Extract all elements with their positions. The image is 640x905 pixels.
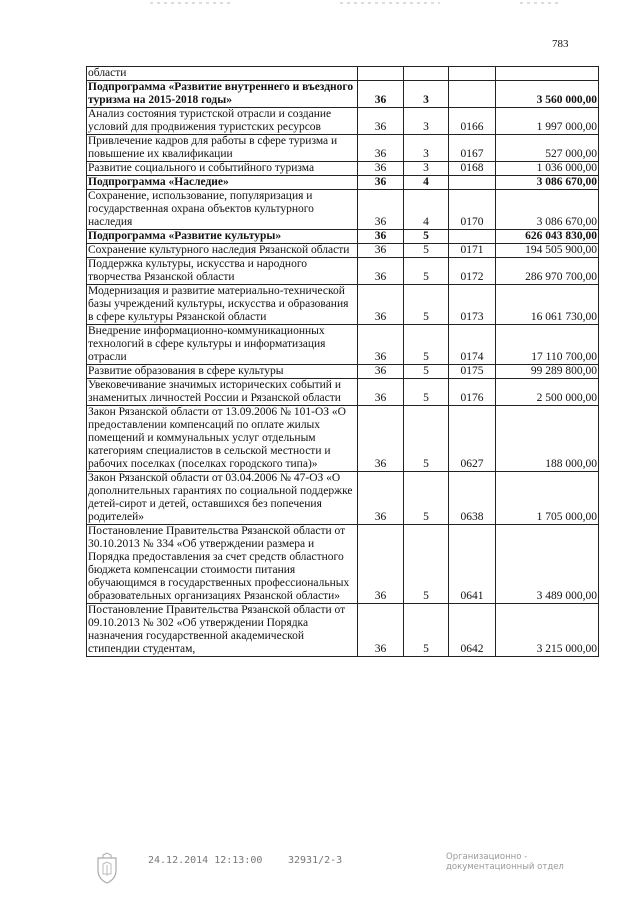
table-row bbox=[87, 406, 599, 472]
row-amount: 2 500 000,00 bbox=[496, 379, 599, 406]
row-code-subprogram: 5 bbox=[404, 285, 449, 325]
table-row bbox=[87, 244, 599, 258]
row-code-ministry: 36 bbox=[358, 176, 404, 190]
row-code-subprogram: 5 bbox=[404, 365, 449, 379]
table-row bbox=[87, 162, 599, 176]
row-code-ministry: 36 bbox=[358, 325, 404, 365]
row-amount: 527 000,00 bbox=[496, 135, 599, 162]
row-code-ministry: 36 bbox=[358, 525, 404, 604]
row-code-ministry: 36 bbox=[358, 108, 404, 135]
row-name: Внедрение информационно-коммуникационных технологий в сфере культуры и информатизация отрасли bbox=[87, 325, 358, 365]
row-code-subprogram: 5 bbox=[404, 406, 449, 472]
row-code-measure bbox=[449, 230, 496, 244]
subprogram-total-row bbox=[87, 176, 599, 190]
row-name: области bbox=[87, 67, 358, 81]
footer-document-id: 32931/2-3 bbox=[288, 855, 343, 866]
row-name: Подпрограмма «Развитие внутреннего и въездного туризма на 2015-2018 годы» bbox=[87, 81, 358, 108]
row-code-measure: 0167 bbox=[449, 135, 496, 162]
table-row bbox=[87, 525, 599, 604]
row-code-subprogram: 3 bbox=[404, 81, 449, 108]
row-amount: 3 086 670,00 bbox=[496, 176, 599, 190]
row-code-measure: 0168 bbox=[449, 162, 496, 176]
row-name: Подпрограмма «Развитие культуры» bbox=[87, 230, 358, 244]
row-code-measure: 0175 bbox=[449, 365, 496, 379]
row-code-subprogram: 5 bbox=[404, 525, 449, 604]
row-amount bbox=[496, 67, 599, 81]
row-code-subprogram: 5 bbox=[404, 230, 449, 244]
row-code-ministry: 36 bbox=[358, 162, 404, 176]
row-amount: 3 086 670,00 bbox=[496, 190, 599, 230]
row-code-subprogram: 5 bbox=[404, 604, 449, 657]
footer-department-stamp bbox=[446, 852, 566, 872]
row-amount: 16 061 730,00 bbox=[496, 285, 599, 325]
row-code-ministry: 36 bbox=[358, 406, 404, 472]
row-code-subprogram: 4 bbox=[404, 190, 449, 230]
table-row bbox=[87, 258, 599, 285]
row-code-subprogram: 3 bbox=[404, 162, 449, 176]
row-code-measure: 0638 bbox=[449, 472, 496, 525]
row-name: Постановление Правительства Рязанской области от 30.10.2013 № 334 «Об утверждении размера и Порядка предоставления за счет средств областного бюджета компенсации стоимости питания обучающимся в государственных профессиональных образовательных организациях Рязанской области» bbox=[87, 525, 358, 604]
row-code-subprogram: 5 bbox=[404, 258, 449, 285]
row-code-ministry: 36 bbox=[358, 365, 404, 379]
row-code-subprogram: 4 bbox=[404, 176, 449, 190]
row-name: Подпрограмма «Наследие» bbox=[87, 176, 358, 190]
row-code-measure bbox=[449, 81, 496, 108]
row-name: Закон Рязанской области от 03.04.2006 № 47-ОЗ «О дополнительных гарантиях по социальной поддержке детей-сирот и детей, оставшихся без попечения родителей» bbox=[87, 472, 358, 525]
row-code-measure: 0173 bbox=[449, 285, 496, 325]
row-amount: 286 970 700,00 bbox=[496, 258, 599, 285]
row-amount: 1 705 000,00 bbox=[496, 472, 599, 525]
table-row bbox=[87, 365, 599, 379]
row-amount: 17 110 700,00 bbox=[496, 325, 599, 365]
row-name: Сохранение культурного наследия Рязанской области bbox=[87, 244, 358, 258]
page-number: 783 bbox=[552, 38, 569, 50]
row-amount: 194 505 900,00 bbox=[496, 244, 599, 258]
table-row bbox=[87, 67, 599, 81]
row-code-measure: 0176 bbox=[449, 379, 496, 406]
row-code-measure: 0166 bbox=[449, 108, 496, 135]
table-row bbox=[87, 379, 599, 406]
row-code-subprogram: 3 bbox=[404, 108, 449, 135]
row-code-measure: 0172 bbox=[449, 258, 496, 285]
row-name: Сохранение, использование, популяризация и государственная охрана объектов культурного наследия bbox=[87, 190, 358, 230]
footer-department-line-1: Организационно - bbox=[446, 852, 528, 862]
row-name: Анализ состояния туристской отрасли и создание условий для продвижения туристских ресурсов bbox=[87, 108, 358, 135]
subprogram-total-row bbox=[87, 230, 599, 244]
row-code-measure: 0642 bbox=[449, 604, 496, 657]
row-code-ministry: 36 bbox=[358, 258, 404, 285]
row-code-subprogram: 5 bbox=[404, 379, 449, 406]
row-code-ministry: 36 bbox=[358, 244, 404, 258]
row-code-ministry: 36 bbox=[358, 472, 404, 525]
row-amount: 626 043 830,00 bbox=[496, 230, 599, 244]
budget-table-body bbox=[87, 67, 599, 657]
table-row bbox=[87, 472, 599, 525]
row-code-subprogram bbox=[404, 67, 449, 81]
row-name: Модернизация и развитие материально-технической базы учреждений культуры, искусства и образования в сфере культуры Рязанской области bbox=[87, 285, 358, 325]
row-code-ministry: 36 bbox=[358, 285, 404, 325]
table-row bbox=[87, 604, 599, 657]
budget-table bbox=[86, 66, 599, 657]
row-code-ministry: 36 bbox=[358, 230, 404, 244]
coat-of-arms-icon bbox=[94, 852, 120, 884]
footer-timestamp: 24.12.2014 12:13:00 bbox=[148, 855, 263, 866]
table-row bbox=[87, 190, 599, 230]
row-amount: 3 489 000,00 bbox=[496, 525, 599, 604]
row-amount: 99 289 800,00 bbox=[496, 365, 599, 379]
row-code-measure: 0627 bbox=[449, 406, 496, 472]
row-code-subprogram: 5 bbox=[404, 244, 449, 258]
row-name: Развитие социального и событийного туризма bbox=[87, 162, 358, 176]
table-row bbox=[87, 325, 599, 365]
row-name: Постановление Правительства Рязанской области от 09.10.2013 № 302 «Об утверждении Порядка назначения государственной академической стипендии студентам, bbox=[87, 604, 358, 657]
row-code-measure: 0174 bbox=[449, 325, 496, 365]
row-code-ministry: 36 bbox=[358, 190, 404, 230]
table-row bbox=[87, 108, 599, 135]
row-code-ministry: 36 bbox=[358, 604, 404, 657]
row-code-subprogram: 5 bbox=[404, 472, 449, 525]
row-amount: 1 036 000,00 bbox=[496, 162, 599, 176]
row-name: Поддержка культуры, искусства и народного творчества Рязанской области bbox=[87, 258, 358, 285]
row-code-ministry: 36 bbox=[358, 379, 404, 406]
row-code-ministry: 36 bbox=[358, 81, 404, 108]
footer-department-line-2: документационный отдел bbox=[446, 862, 564, 872]
row-amount: 188 000,00 bbox=[496, 406, 599, 472]
scan-top-edge-marks bbox=[0, 0, 640, 8]
row-code-subprogram: 3 bbox=[404, 135, 449, 162]
row-code-measure: 0170 bbox=[449, 190, 496, 230]
row-code-ministry: 36 bbox=[358, 135, 404, 162]
subprogram-total-row bbox=[87, 81, 599, 108]
row-code-ministry bbox=[358, 67, 404, 81]
row-code-measure bbox=[449, 67, 496, 81]
row-amount: 1 997 000,00 bbox=[496, 108, 599, 135]
table-row bbox=[87, 285, 599, 325]
row-code-subprogram: 5 bbox=[404, 325, 449, 365]
row-code-measure: 0171 bbox=[449, 244, 496, 258]
table-row bbox=[87, 135, 599, 162]
row-amount: 3 215 000,00 bbox=[496, 604, 599, 657]
row-name: Развитие образования в сфере культуры bbox=[87, 365, 358, 379]
row-name: Закон Рязанской области от 13.09.2006 № 101-ОЗ «О предоставлении компенсаций по оплате жилых помещений и коммунальных услуг отдельным категориям специалистов в сельской местности и рабочих поселках (поселках городского типа)» bbox=[87, 406, 358, 472]
row-code-measure: 0641 bbox=[449, 525, 496, 604]
row-amount: 3 560 000,00 bbox=[496, 81, 599, 108]
row-code-measure bbox=[449, 176, 496, 190]
row-name: Увековечивание значимых исторических событий и знаменитых личностей России и Рязанской области bbox=[87, 379, 358, 406]
row-name: Привлечение кадров для работы в сфере туризма и повышение их квалификации bbox=[87, 135, 358, 162]
